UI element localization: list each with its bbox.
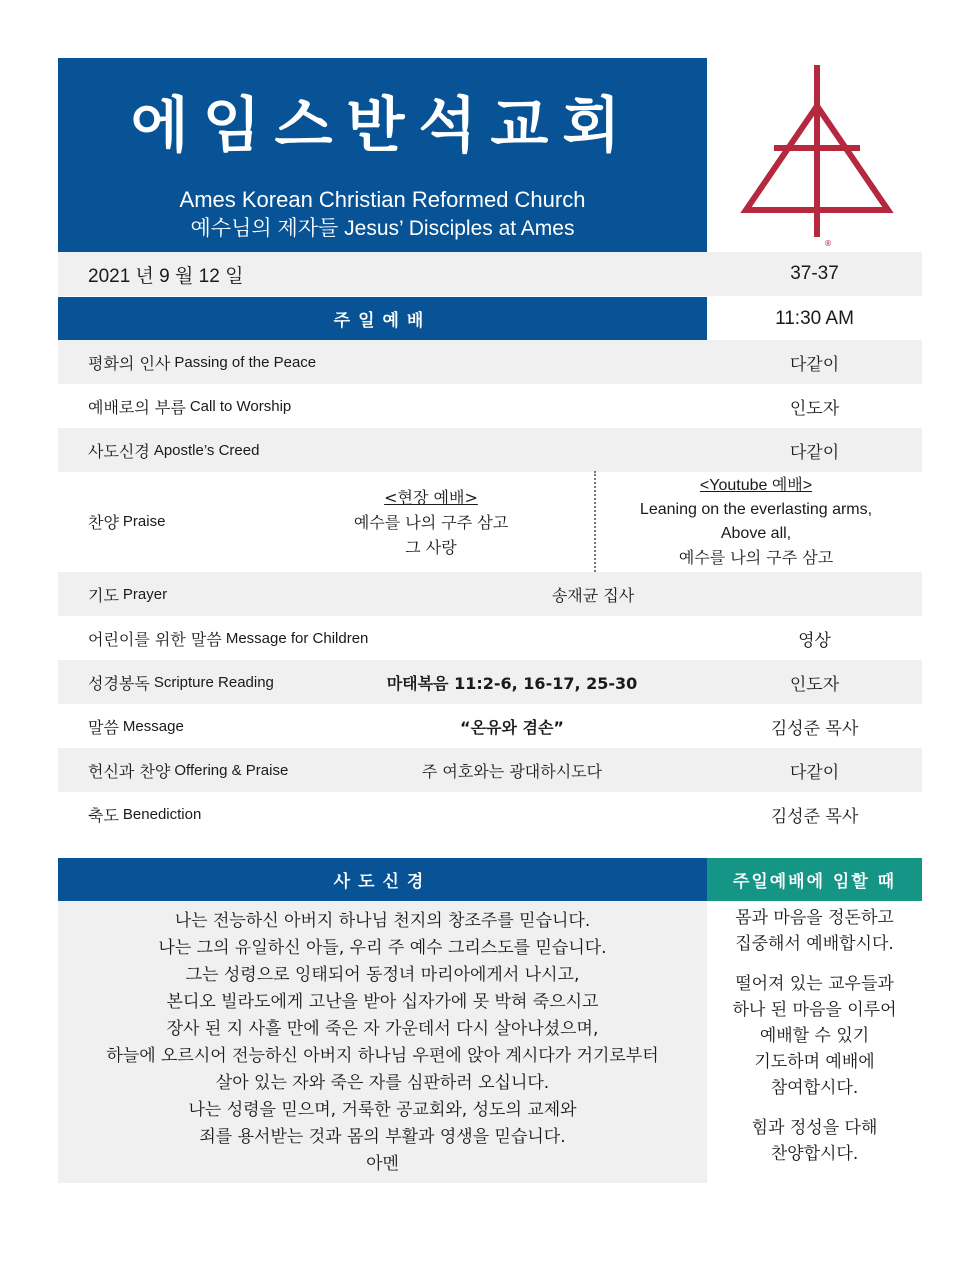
order-label-ko: 말씀 [88,717,119,737]
date-row [58,252,922,296]
order-label [88,704,184,748]
order-label-ko: 어린이를 위한 말씀 [88,629,222,649]
order-row-offering [58,748,922,792]
worship-title-bar: 주일예배 [58,297,707,340]
creed-title-bar: 사도신경 [58,858,707,901]
church-name-korean: 에임스반석교회 [130,91,635,161]
youtube-song: Leaning on the everlasting arms, [639,501,873,518]
attend-line: 힘과 정성을 다해 [751,1118,878,1138]
creed-line: 나는 그의 유일하신 아들, 우리 주 예수 그리스도를 믿습니다. [158,938,607,958]
scripture-passage: 마태복음 11:2-6, 16-17, 25-30 [386,673,638,693]
attend-line: 하나 된 마음을 이루어 [732,1000,897,1020]
order-leader: 김성준 목사 [770,806,859,827]
attend-line: 몸과 마음을 정돈하고 [735,908,894,928]
prayer-leader: 송재균 집사 [551,585,635,605]
crc-cross-triangle-logo-icon [736,62,898,250]
order-label [88,748,288,792]
youtube-song: Above all, [720,525,792,542]
order-row-call [58,384,922,428]
attend-guidance [707,901,922,1183]
onsite-praise-list [318,485,544,560]
creed-line: 본디오 빌라도에게 고난을 받아 십자가에 못 박혀 죽으시고 [166,992,599,1012]
creed-line: 그는 성령으로 잉태되어 동정녀 마리아에게서 나시고, [185,965,580,985]
order-row-children [58,616,922,660]
creed-line: 죄를 용서받는 것과 몸의 부활과 영생을 믿습니다. [199,1127,566,1147]
attend-title-bar: 주일예배에 임할 때 [707,858,922,901]
order-label-en: Offering & Praise [174,761,289,779]
worship-time: 11:30 AM [775,307,854,329]
praise-divider [594,471,596,572]
creed-line: 장사 된 지 사흘 만에 죽은 자 가운데서 다시 살아나셨으며, [166,1019,599,1039]
offering-song: 주 여호와는 광대하시도다 [421,761,603,781]
order-label [88,340,316,384]
youtube-song: 예수를 나의 구주 삼고 [678,548,834,567]
attend-line: 찬양합시다. [770,1144,859,1164]
order-label [88,572,167,616]
youtube-praise-list [611,474,901,570]
order-row-prayer [58,572,922,616]
attend-line: 집중해서 예배합시다. [735,934,894,954]
creed-line: 살아 있는 자와 죽은 자를 심판하러 오십니다. [215,1073,550,1093]
order-row-scripture [58,660,922,704]
order-leader: 인도자 [789,398,840,419]
creed-line: 하늘에 오르시어 전능하신 아버지 하나님 우편에 앉아 계시다가 거기로부터 [106,1046,659,1066]
order-label-ko: 성경봉독 [88,673,150,693]
attend-paragraph [707,1115,922,1167]
order-leader: 다같이 [789,762,840,783]
bulletin-issue: 37-37 [790,263,839,284]
youtube-heading: <Youtube 예배> [699,477,813,494]
order-label [88,660,274,704]
creed-line: 나는 전능하신 아버지 하나님 천지의 창조주를 믿습니다. [174,911,591,931]
attend-line: 기도하며 예배에 [754,1052,875,1072]
order-label-en: Message [122,717,184,735]
onsite-song: 그 사랑 [405,538,457,557]
onsite-heading: <현장 예배> [384,488,478,507]
order-label [88,792,201,836]
order-label-ko: 평화의 인사 [88,353,171,373]
order-label-ko: 예배로의 부름 [88,397,186,417]
order-label-en: Praise [122,513,166,530]
order-row-praise [58,471,922,572]
order-leader: 다같이 [789,354,840,375]
bulletin-date: 2021 년 9 월 12 일 [88,265,244,287]
registered-mark: ® [824,239,832,248]
attend-line: 떨어져 있는 교우들과 [735,974,894,994]
attend-paragraph [707,971,922,1101]
order-label-ko: 축도 [88,805,119,825]
order-leader: 인도자 [789,674,840,695]
order-label-en: Benediction [122,805,202,823]
attend-line: 참여합시다. [770,1078,859,1098]
order-leader: 영상 [798,630,831,651]
sermon-title: “온유와 겸손” [460,717,564,737]
order-label-en: Scripture Reading [153,673,274,691]
order-leader: 다같이 [789,442,840,463]
order-label-ko: 사도신경 [88,441,150,461]
attend-line: 예배할 수 있기 [759,1026,870,1046]
order-row-creed [58,428,922,472]
order-label-en: Call to Worship [189,397,292,415]
order-label-ko: 헌신과 찬양 [88,761,171,781]
order-label-ko: 찬양 [88,513,119,532]
order-row-benediction [58,792,922,836]
order-label [88,428,259,472]
onsite-song: 예수를 나의 구주 삼고 [353,513,509,532]
church-motto: 예수님의 제자들 Jesus’ Disciples at Ames [190,217,575,240]
church-header [58,58,707,252]
apostles-creed-text [58,901,707,1183]
order-label-ko: 기도 [88,585,119,605]
creed-line: 아멘 [366,1154,399,1174]
attend-paragraph [707,905,922,957]
order-label-en: Apostle’s Creed [153,441,260,459]
order-label [88,384,291,428]
order-row-peace [58,340,922,384]
order-label [88,471,165,572]
order-label [88,616,368,660]
order-row-message [58,704,922,748]
creed-line: 나는 성령을 믿으며, 거룩한 공교회와, 성도의 교제와 [188,1100,577,1120]
church-name-english: Ames Korean Christian Reformed Church [179,187,586,212]
order-label-en: Prayer [122,585,168,603]
order-leader: 김성준 목사 [770,718,859,739]
order-label-en: Passing of the Peace [174,353,317,371]
order-label-en: Message for Children [225,629,369,647]
